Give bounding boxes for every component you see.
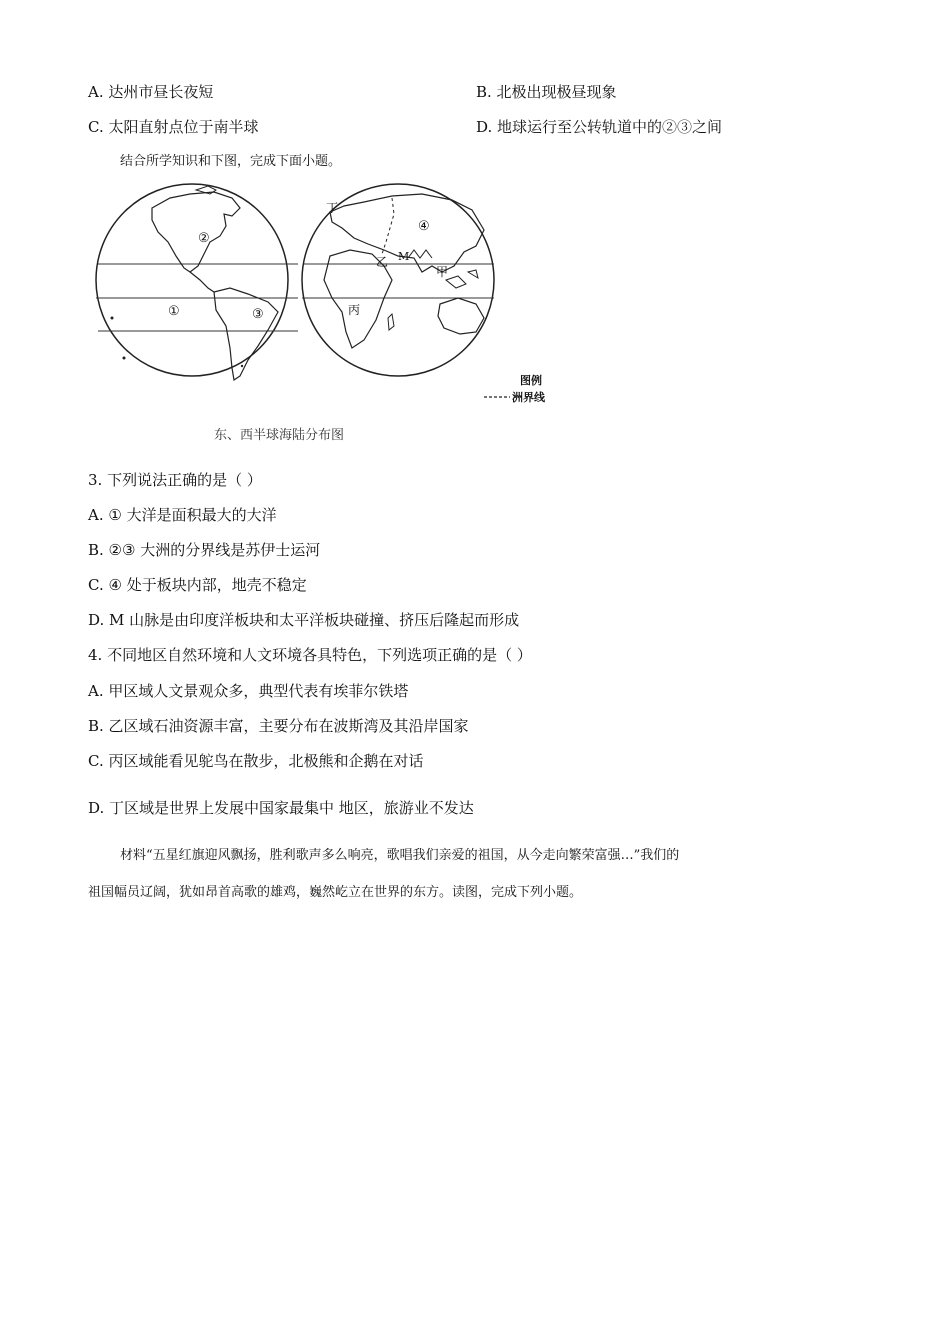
label-jia: 甲 bbox=[436, 265, 449, 279]
option-d-prev: D. 地球运行至公转轨道中的②③之间 bbox=[476, 118, 723, 136]
q3-stem: 3. 下列说法正确的是（ ） bbox=[88, 471, 262, 489]
legend-item: 洲界线 bbox=[512, 391, 545, 404]
q4-option-b: B. 乙区域石油资源丰富，主要分布在波斯湾及其沿岸国家 bbox=[88, 717, 469, 735]
q3-option-b: B. ②③ 大洲的分界线是苏伊士运河 bbox=[88, 541, 321, 559]
map-caption: 东、西半球海陆分布图 bbox=[214, 428, 345, 443]
option-b-prev: B. 北极出现极昼现象 bbox=[476, 83, 617, 101]
label-m: M bbox=[398, 250, 410, 263]
q3-option-c: C. ④ 处于板块内部，地壳不稳定 bbox=[88, 576, 307, 594]
western-hemisphere bbox=[96, 184, 298, 380]
material-line-2: 祖国幅员辽阔，犹如昂首高歌的雄鸡，巍然屹立在世界的东方。读图，完成下列小题。 bbox=[88, 885, 583, 900]
label-4: ④ bbox=[418, 219, 430, 234]
material-line-1: 材料“五星红旗迎风飘扬，胜利歌声多么响亮，歌唱我们亲爱的祖国，从今走向繁荣富强…”我们的 bbox=[120, 848, 680, 863]
label-yi: 乙 bbox=[376, 255, 389, 269]
q4-option-d: D. 丁区域是世界上发展中国家最集中 地区，旅游业不发达 bbox=[88, 799, 474, 817]
intro-text: 结合所学知识和下图，完成下面小题。 bbox=[120, 154, 342, 169]
label-1: ① bbox=[168, 304, 180, 319]
option-a-prev: A. 达州市昼长夜短 bbox=[88, 83, 214, 101]
q3-option-d: D. M 山脉是由印度洋板块和太平洋板块碰撞、挤压后隆起而形成 bbox=[88, 611, 520, 629]
label-ding: 丁 bbox=[326, 201, 339, 215]
q4-option-c: C. 丙区域能看见鸵鸟在散步，北极熊和企鹅在对话 bbox=[88, 752, 424, 770]
q3-option-a: A. ① 大洋是面积最大的大洋 bbox=[88, 506, 277, 524]
q4-stem: 4. 不同地区自然环境和人文环境各具特色，下列选项正确的是（ ） bbox=[88, 646, 532, 664]
label-3: ③ bbox=[252, 307, 264, 322]
hemisphere-map bbox=[92, 180, 562, 410]
label-2: ② bbox=[198, 231, 210, 246]
eastern-hemisphere bbox=[302, 184, 494, 376]
q4-option-a: A. 甲区域人文景观众多，典型代表有埃菲尔铁塔 bbox=[88, 682, 409, 700]
option-c-prev: C. 太阳直射点位于南半球 bbox=[88, 118, 259, 136]
label-bing: 丙 bbox=[348, 303, 361, 317]
legend-title: 图例 bbox=[520, 374, 542, 387]
map-legend bbox=[484, 373, 546, 404]
